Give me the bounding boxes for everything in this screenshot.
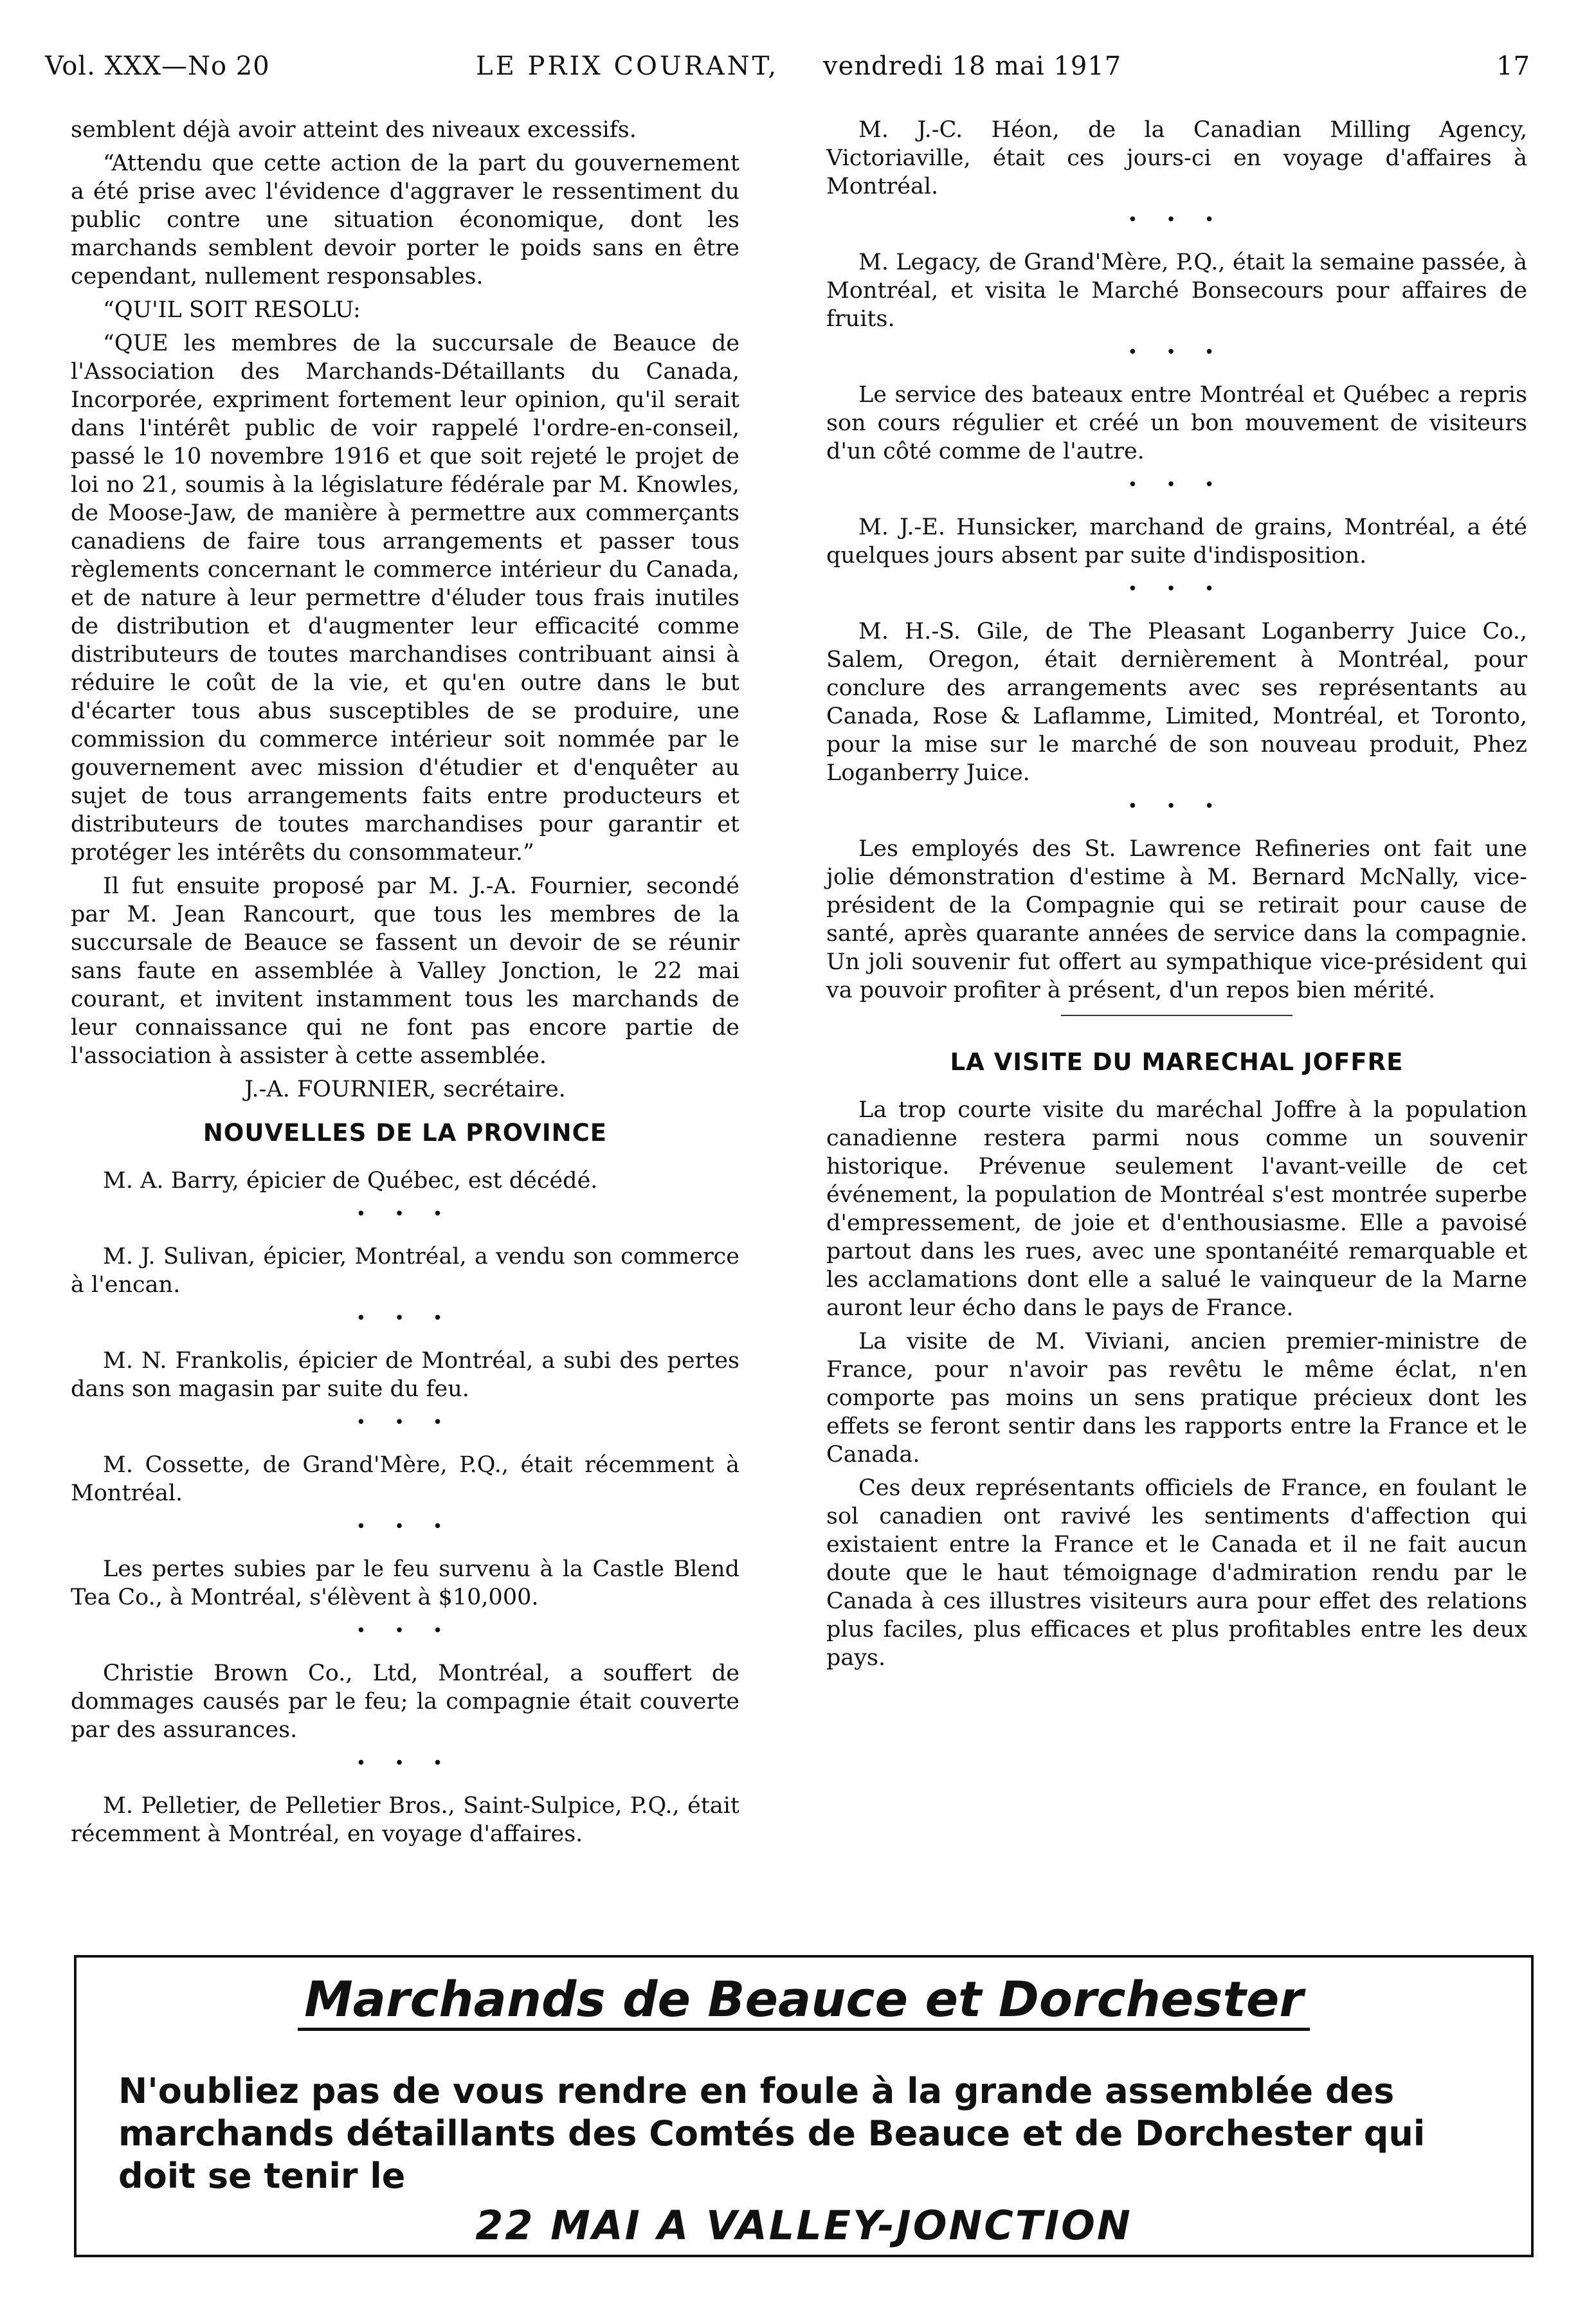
separator: • • • bbox=[1127, 343, 1226, 362]
news-item: Le service des bateaux entre Montréal et Québec a repris son cours régulier et créé un bon mouvement de visiteurs d'un côté comme de l'autre. bbox=[826, 382, 1527, 464]
separator: • • • bbox=[1127, 475, 1226, 495]
page-number: 17 bbox=[1496, 51, 1530, 81]
column-divider-rule bbox=[1061, 1015, 1292, 1016]
advertisement-body: N'oubliez pas de vous rendre en foule à la grande assemblée des marchands détaillants des Comtés de Beauce et de Dorchester qui doit se tenir le bbox=[118, 2071, 1426, 2196]
volume-number: Vol. XXX—No 20 bbox=[45, 51, 270, 81]
issue-date: vendredi 18 mai 1917 bbox=[823, 51, 1122, 81]
news-item: M. Pelletier, de Pelletier Bros., Saint-Sulpice, P.Q., était récemment à Montréal, en voyage d'affaires. bbox=[71, 1793, 739, 1847]
separator: • • • bbox=[356, 1754, 455, 1773]
separator: • • • bbox=[1127, 797, 1226, 816]
advertisement-title-text: Marchands de Beauce et Dorchester bbox=[298, 1970, 1310, 2031]
article-paragraph: “QUE les membres de la succursale de Beauce de l'Association des Marchands-Détaillants du Canada, Incorporée, expriment fortement leur opinion, qu'il serait dans l'intérêt public de voir rappelé l'ordre-en-conseil, passé le 10 novembre 1916 et que soit rejeté le projet de loi no 21, soumis à la législature fédérale par M. Knowles, de Moose-Jaw, de manière à permettre aux commerçants canadiens de faire tous arrangements et passer tous règlements concernant le commerce intérieur du Canada, et de nature à leur permettre d'éluder tous frais inutiles de distribution et d'augmenter leur efficacité comme distributeurs de toutes marchandises contribuant ainsi à réduire le coût de la vie, et qu'en outre dans le but d'écarter tous abus susceptibles de se produire, une commission du commerce intérieur soit nommée par le gouvernement avec mission d'étudier et d'enquêter au sujet de tous arrangements faits entre producteurs et distributeurs de toutes marchandises pour garantir et protéger les intérêts du consommateur.” bbox=[71, 331, 739, 866]
news-item: M. N. Frankolis, épicier de Montréal, a subi des pertes dans son magasin par suite du feu. bbox=[71, 1348, 739, 1402]
article-paragraph: “QU'IL SOIT RESOLU: bbox=[103, 297, 361, 323]
news-item: M. H.-S. Gile, de The Pleasant Loganberry Juice Co., Salem, Oregon, était dernièrement à Montréal, pour conclure des arrangements avec ses représentants au Canada, Rose & Laflamme, Limited, Montréal, et Toronto, pour la mise sur le marché de son nouveau produit, Phez Loganberry Juice. bbox=[826, 619, 1527, 786]
news-item: Christie Brown Co., Ltd, Montréal, a souffert de dommages causés par le feu; la compagnie était couverte par des assurances. bbox=[71, 1660, 739, 1743]
article-paragraph: “Attendu que cette action de la part du gouvernement a été prise avec l'évidence d'aggraver le ressentiment du public contre une situation économique, dont les marchands semblent devoir porter le poids sans en être cependant, nullement responsables. bbox=[71, 150, 739, 289]
article-paragraph: semblent déjà avoir atteint des niveaux excessifs. bbox=[71, 117, 637, 143]
separator: • • • bbox=[356, 1621, 455, 1641]
news-item: M. J.-C. Héon, de la Canadian Milling Agency, Victoriaville, était ces jours-ci en voyage d'affaires à Montréal. bbox=[826, 117, 1527, 199]
right-column bbox=[826, 116, 1527, 1677]
separator: • • • bbox=[1127, 579, 1226, 599]
advertisement-date-line: 22 MAI A VALLEY-JONCTION bbox=[475, 2202, 1132, 2249]
article-paragraph: La visite de M. Viviani, ancien premier-ministre de France, pour n'avoir pas revêtu le même éclat, n'en comporte pas moins un sens pratique précieux dont les effets se feront sentir dans les rapports entre la France et le Canada. bbox=[826, 1329, 1527, 1468]
news-item: M. Cossette, de Grand'Mère, P.Q., était récemment à Montréal. bbox=[71, 1452, 739, 1506]
news-item: M. A. Barry, épicier de Québec, est décédé. bbox=[103, 1168, 598, 1194]
article-paragraph: La trop courte visite du maréchal Joffre à la population canadienne restera parmi nous comme un souvenir historique. Prévenue seulement l'avant-veille de cet événement, la population de Montréal s'est montrée superbe d'empressement, de joie et d'enthousiasme. Elle a pavoisé partout dans les rues, avec une spontanéité remarquable et les acclamations dont elle a salué le vainqueur de la Marne auront leur écho dans le pays de France. bbox=[826, 1097, 1527, 1321]
section-title: LA VISITE DU MARECHAL JOFFRE bbox=[950, 1048, 1404, 1076]
separator: • • • bbox=[356, 1309, 455, 1328]
separator: • • • bbox=[356, 1413, 455, 1432]
news-item: Les employés des St. Lawrence Refineries ont fait une jolie démonstration d'estime à M. Bernard McNally, vice-président de la Compagnie qui se retirait pour cause de santé, après quarante années de service dans la compagnie. Un joli souvenir fut offert au sympathique vice-président qui va pouvoir profiter à présent, d'un repos bien mérité. bbox=[826, 836, 1527, 1003]
advertisement-box bbox=[74, 1955, 1534, 2257]
news-item: M. Legacy, de Grand'Mère, P.Q., était la semaine passée, à Montréal, et visita le Marché Bonsecours pour affaires de fruits. bbox=[826, 250, 1527, 332]
page-header bbox=[45, 45, 1530, 90]
article-paragraph: Il fut ensuite proposé par M. J.-A. Fournier, secondé par M. Jean Rancourt, que tous les membres de la succursale de Beauce se fassent un devoir de se réunir sans faute en assemblée à Valley Jonction, le 22 mai courant, et invitent instamment tous les marchands de leur connaissance qui ne font pas encore partie de l'association à assister à cette assemblée. bbox=[71, 873, 739, 1069]
separator: • • • bbox=[356, 1205, 455, 1224]
article-paragraph: Ces deux représentants officiels de France, en foulant le sol canadien ont ravivé les sentiments d'affection qui existaient entre la France et le Canada et il ne fait aucun doute que le haut témoignage d'admiration rendu par le Canada à ces illustres visiteurs aura pour effet des relations plus faciles, plus efficaces et plus profitables entre les deux pays. bbox=[826, 1475, 1527, 1671]
separator: • • • bbox=[356, 1517, 455, 1536]
section-title: NOUVELLES DE LA PROVINCE bbox=[203, 1119, 608, 1147]
advertisement-title bbox=[77, 1970, 1531, 2028]
separator: • • • bbox=[1127, 210, 1226, 230]
publication-title: LE PRIX COURANT, bbox=[476, 51, 779, 81]
left-column bbox=[71, 116, 739, 1853]
news-item: M. J. Sulivan, épicier, Montréal, a vendu son commerce à l'encan. bbox=[71, 1244, 739, 1298]
signature: J.-A. FOURNIER, secrétaire. bbox=[244, 1077, 566, 1102]
news-item: Les pertes subies par le feu survenu à la Castle Blend Tea Co., à Montréal, s'élèvent à $10,000. bbox=[71, 1556, 739, 1610]
news-item: M. J.-E. Hunsicker, marchand de grains, Montréal, a été quelques jours absent par suite d'indisposition. bbox=[826, 514, 1527, 568]
